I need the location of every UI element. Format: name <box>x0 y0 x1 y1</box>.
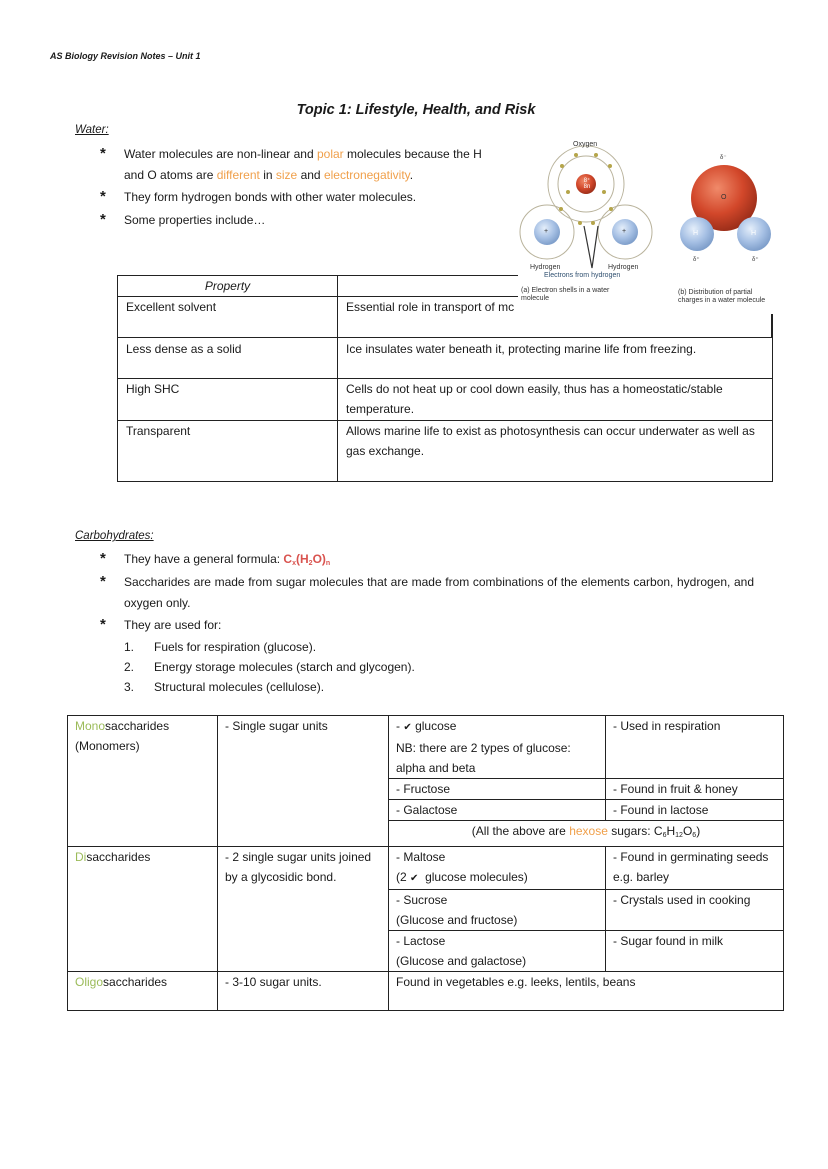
table-row: - Sucrose (Glucose and fructose) - Crystals used in cooking <box>68 890 784 931</box>
carb-bullet-3: * They are used for: <box>100 616 222 633</box>
carb-bullet-2: * Saccharides are made from sugar molecules that are made from combinations of the elements carbon, hydrogen, and oxygen only. <box>100 573 754 610</box>
table-row: Less dense as a solid Ice insulates water beneath it, protecting marine life from freezing. <box>118 338 773 379</box>
table-row: - Lactose (Glucose and galactose) - Sugar found in milk <box>68 931 784 972</box>
table-row: Excellent solvent Essential role in transport of mc <box>118 297 773 338</box>
general-formula: $C_x(H_2O)_n$ <box>283 552 331 567</box>
highlight-polar: polar <box>316 147 344 161</box>
table-border-segment <box>771 314 773 338</box>
check-icon: ✔ <box>403 722 412 733</box>
cell-lactose: - Lactose (Glucose and galactose) <box>389 931 606 972</box>
uses-list <box>124 637 415 697</box>
bullet-star-icon: * <box>100 550 106 567</box>
label-oxygen: Oxygen <box>573 141 598 148</box>
cell-maltose: - Maltose (2 ✔ glucose molecules) <box>389 847 606 890</box>
water-heading: Water: <box>75 124 109 136</box>
carb-bullet-1: * They have a general formula: $C_x(H_2O)_n$ <box>100 550 331 567</box>
label-hydrogen-left: Hydrogen <box>530 264 561 271</box>
cell-hexose-note: (All the above are hexose sugars: $C_6H_{12}O_6$) <box>389 821 784 847</box>
check-icon: ✔ <box>410 873 419 884</box>
list-item: 1. Fuels for respiration (glucose). <box>124 640 317 654</box>
water-bullet-1: * Water molecules are non-linear and polar molecules because the H and O atoms are different in size and electronegativity. <box>100 145 482 182</box>
cell-disaccharides: Disaccharides <box>68 847 218 972</box>
label-electrons-from-hydrogen: Electrons from hydrogen <box>544 272 621 279</box>
highlight-size: size <box>275 168 298 182</box>
cell-monosaccharides: Monosaccharides (Monomers) <box>68 716 218 847</box>
table-row: Oligosaccharides - 3-10 sugar units. Found in vegetables e.g. leeks, lentils, beans <box>68 972 784 1011</box>
table-row: - Fructose - Found in fruit & honey <box>68 779 784 800</box>
water-bullet-3: * Some properties include… <box>100 211 266 228</box>
table-row: Disaccharides - 2 single sugar units joined by a glycosidic bond. - Maltose (2 ✔ glucose molecules) - Found in germinating seeds e.g. barley <box>68 847 784 890</box>
caption-b: (b) Distribution of partial charges in a water molecule <box>678 289 766 304</box>
caption-a: (a) Electron shells in a water molecule <box>521 287 610 302</box>
bullet-star-icon: * <box>100 188 106 205</box>
cell-glucose: - ✔ glucose NB: there are 2 types of glucose: alpha and beta <box>389 716 606 779</box>
list-item: 2. Energy storage molecules (starch and glycogen). <box>124 660 415 674</box>
water-molecule-figure: Oxygen 8⁺ 8n + + Hydrogen Hydrogen Electrons from hydrogen (a) Electron shells in a water molecule δ⁻ O H H δ⁺ δ⁺ (b) Distribution of partial charges in a water molecule <box>518 138 780 320</box>
table-row: - Galactose - Found in lactose <box>68 800 784 821</box>
label-hydrogen-right: Hydrogen <box>608 264 639 271</box>
cell-oligosaccharides: Oligosaccharides <box>68 972 218 1011</box>
highlight-electronegativity: electronegativity <box>323 168 410 182</box>
bullet-star-icon: * <box>100 211 106 228</box>
water-bullet-2: * They form hydrogen bonds with other water molecules. <box>100 188 417 205</box>
bullet-star-icon: * <box>100 573 106 590</box>
highlight-different: different <box>216 168 260 182</box>
cell-sucrose: - Sucrose (Glucose and fructose) <box>389 890 606 931</box>
list-item: 3. Structural molecules (cellulose). <box>124 680 325 694</box>
table-row: Transparent Allows marine life to exist as photosynthesis can occur underwater as well as gas exchange. <box>118 421 773 482</box>
page-title: Topic 1: Lifestyle, Health, and Risk <box>296 102 536 118</box>
bullet-star-icon: * <box>100 616 106 633</box>
saccharides-table <box>67 715 784 1011</box>
bullet-star-icon: * <box>100 145 106 162</box>
table-row: Monosaccharides (Monomers) - Single sugar units - ✔ glucose NB: there are 2 types of glucose: alpha and beta - Used in respiration <box>68 716 784 779</box>
carbohydrates-heading: Carbohydrates: <box>75 530 154 542</box>
table-row: High SHC Cells do not heat up or cool down easily, thus has a homeostatic/stable temperature. <box>118 379 773 421</box>
header-property: Property <box>118 276 338 297</box>
document-header: AS Biology Revision Notes – Unit 1 <box>50 51 201 61</box>
label-nucleus: 8⁺ 8n <box>583 178 591 190</box>
